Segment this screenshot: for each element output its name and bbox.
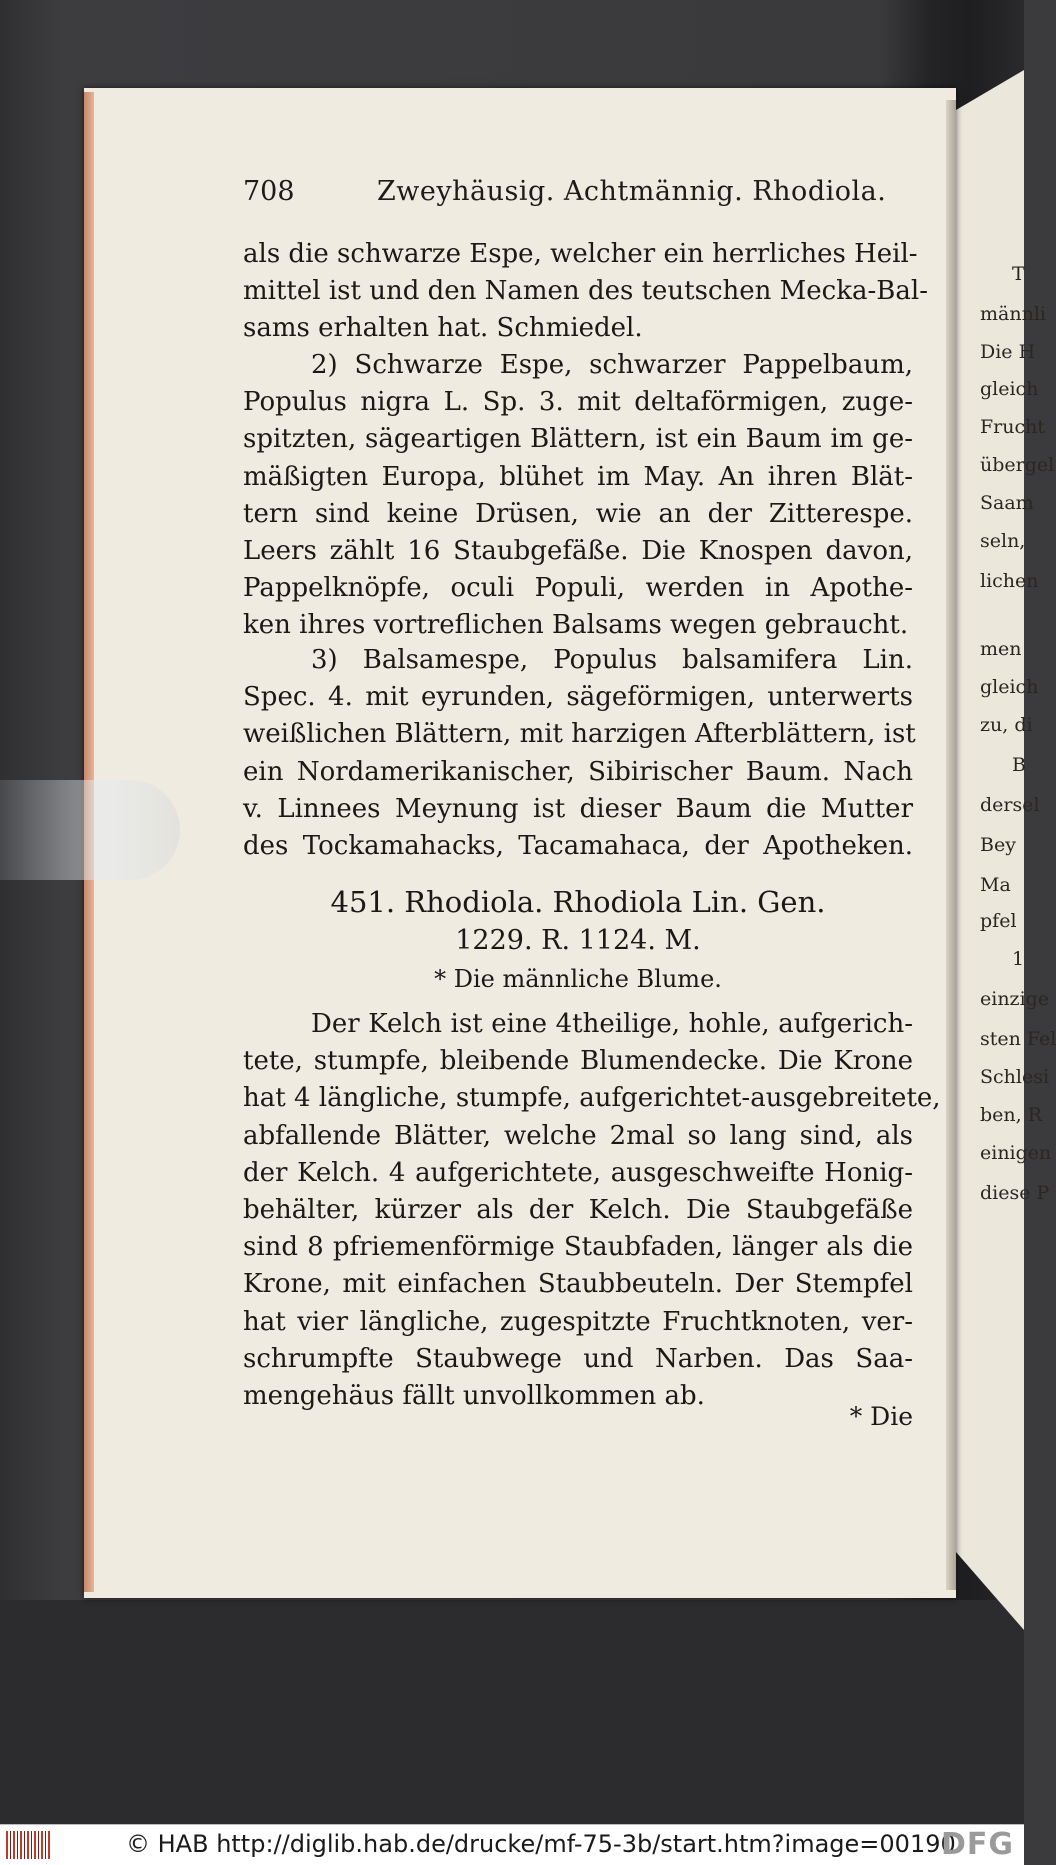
genus-heading-line: 1229. R. 1124. M. [455, 925, 701, 956]
text-line: als die schwarze Espe, welcher ein herrliches Heil- [243, 239, 918, 269]
text-line: behälter, kürzer als der Kelch. Die Staubgefäße [243, 1194, 913, 1225]
facing-page-fragment: dersel [980, 794, 1040, 816]
genus-heading [243, 882, 913, 960]
facing-page-fragment: einigen [980, 1142, 1052, 1164]
facing-page-fragment: ben, R [980, 1104, 1043, 1126]
facing-page-fragment: zu, di [980, 714, 1033, 736]
text-line: tete, stumpfe, bleibende Blumendecke. Die Krone [243, 1046, 913, 1077]
facing-page-fragment: Bey [980, 834, 1016, 856]
text-line: weißlichen Blättern, mit harzigen Afterblättern, ist [243, 719, 916, 750]
paragraph-3 [243, 642, 916, 865]
facing-page-fragment: seln, [980, 530, 1026, 552]
facing-page-fragment: Schlesi [980, 1066, 1050, 1088]
text-line: des Tockamahacks, Tacamahaca, der Apotheken. [243, 830, 913, 861]
facing-page-fragment: Saam [980, 492, 1034, 514]
text-line: mengehäus fällt unvollkommen ab. [243, 1380, 705, 1411]
text-line: Der Kelch ist eine 4theilige, hohle, aufgerich- [311, 1009, 913, 1039]
text-line: der Kelch. 4 aufgerichtete, ausgeschweifte Honig- [243, 1157, 913, 1188]
text-line: tern sind keine Drüsen, wie an der Zitterespe. [243, 498, 913, 529]
text-line: hat vier längliche, zugespitzte Fruchtknoten, ver- [243, 1306, 913, 1337]
facing-page-fragment: Ma [980, 874, 1011, 896]
facing-page-fragment: lichen [980, 570, 1039, 592]
text-line: ein Nordamerikanischer, Sibirischer Baum. Nach [243, 756, 913, 787]
facing-page-fragment: diese P [980, 1182, 1050, 1204]
facing-page-fragment: men [980, 638, 1022, 660]
facing-page-fragment: einzige [980, 988, 1050, 1010]
facing-page-fragment: Frucht [980, 416, 1046, 438]
text-line: 3) Balsamespe, Populus balsamifera Lin. [311, 645, 913, 675]
text-line: mittel ist und den Namen des teutschen Mecka-Bal- [243, 276, 928, 307]
facing-page-fragment: männli [980, 303, 1046, 325]
footer-link[interactable]: © HAB http://diglib.hab.de/drucke/mf-75-3b/start.htm?image=00190 [126, 1830, 956, 1858]
text-line: abfallende Blätter, welche 2mal so lang sind, als [243, 1120, 913, 1151]
text-line: sind 8 pfriemenförmige Staubfaden, länger als die [243, 1232, 913, 1263]
facing-page-fragment: gleich [980, 676, 1039, 698]
paragraph-1 [243, 236, 928, 348]
text-line: 2) Schwarze Espe, schwarzer Pappelbaum, [311, 350, 913, 380]
text-line: Krone, mit einfachen Staubbeuteln. Der Stempfel [243, 1269, 913, 1300]
facing-page-fragment: gleich [980, 378, 1039, 400]
text-line: Pappelknöpfe, oculi Populi, werden in Apothe- [243, 573, 913, 604]
catchword: * Die [849, 1402, 913, 1431]
scan-bottom-area [0, 1600, 1024, 1824]
page-number: 708 [243, 176, 295, 207]
facing-page-fragment: übergel [980, 454, 1055, 476]
facing-page-fragment: B [1012, 754, 1026, 776]
text-line: hat 4 längliche, stumpfe, aufgerichtet-ausgebreitete, [243, 1083, 941, 1114]
page-header [243, 176, 913, 216]
dfg-logo: DFG [940, 1827, 1014, 1862]
text-line: ken ihres vortreflichen Balsams wegen gebraucht. [243, 610, 909, 641]
footer-bar [0, 1824, 1024, 1865]
text-line: sams erhalten hat. Schmiedel. [243, 313, 643, 344]
text-line: Populus nigra L. Sp. 3. mit deltaförmigen, zuge- [243, 387, 913, 418]
text-line: mäßigten Europa, blühet im May. An ihren Blät- [243, 461, 913, 492]
facing-page-fragment: Die H [980, 341, 1036, 363]
facing-page-fragment: T [1012, 263, 1025, 285]
paragraph-2 [243, 347, 913, 645]
genus-heading-line: 451. Rhodiola. Rhodiola Lin. Gen. [330, 885, 826, 919]
text-line: spitzten, sägeartigen Blättern, ist ein Baum im ge- [243, 424, 913, 455]
text-line: schrumpfte Staubwege und Narben. Das Saa- [243, 1343, 913, 1374]
subheading: * Die männliche Blume. [434, 965, 722, 993]
text-line: Spec. 4. mit eyrunden, sägeförmigen, unterwerts [243, 682, 913, 713]
facing-page-fragment: pfel [980, 910, 1017, 932]
facing-page-fragment: 1 [1012, 948, 1025, 970]
barcode-icon [6, 1831, 50, 1859]
running-title: Zweyhäusig. Achtmännig. Rhodiola. [377, 176, 887, 207]
text-line: Leers zählt 16 Staubgefäße. Die Knospen davon, [243, 535, 913, 566]
text-line: v. Linnees Meynung ist dieser Baum die Mutter [243, 793, 913, 824]
facing-page-fragment: sten Fel [980, 1028, 1056, 1050]
page-gutter [946, 100, 956, 1590]
light-glare [0, 780, 180, 880]
paragraph-4 [243, 1006, 941, 1415]
